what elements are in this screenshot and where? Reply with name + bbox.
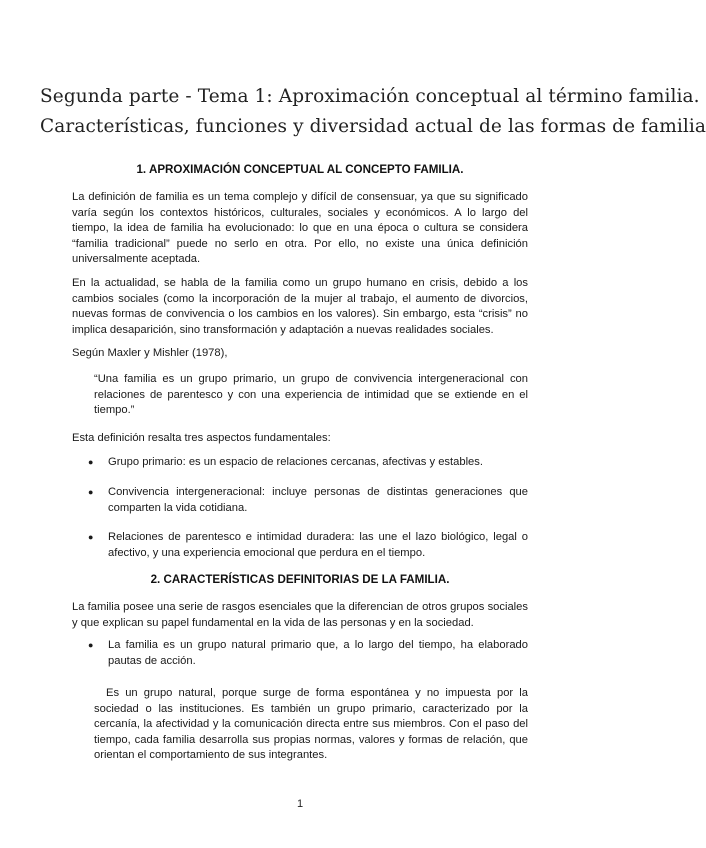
bullet-icon: ● [88, 532, 94, 542]
paragraph-citation-intro: Según Maxler y Mishler (1978), [72, 347, 228, 359]
list-item-text: La familia es un grupo natural primario que, a lo largo del tiempo, ha elaborado pautas de acción. [108, 639, 528, 667]
document-title-line-1: Segunda parte - Tema 1: Aproximación conceptual al término familia. [40, 86, 700, 107]
bullet-icon: ● [88, 487, 94, 497]
section-2-heading: 2. CARACTERÍSTICAS DEFINITORIAS DE LA FAMILIA. [150, 573, 450, 586]
paragraph-crisis: En la actualidad, se habla de la familia como un grupo humano en crisis, debido a los cambios sociales (como la incorporación de la mujer al trabajo, el aumento de divorcios, nuevas formas de convivencia o los cambios en los valores). Sin embargo, esta “crisis” no implica desaparición, sino transformación y adaptación a nuevas realidades sociales. [72, 277, 528, 336]
paragraph-definition: La definición de familia es un tema complejo y difícil de consensuar, ya que su significado varía según los contextos históricos, culturales, sociales y económicos. A lo largo del tiempo, la idea de familia ha evolucionado: lo que en una época o cultura se considera “familia tradicional” puede no serlo en otra. Por ello, no existe una única definición universalmente aceptada. [72, 191, 528, 266]
paragraph-natural-group: Es un grupo natural, porque surge de forma espontánea y no impuesta por la sociedad o las instituciones. Es también un grupo primario, caracterizado por la cercanía, la afectividad y la comunicación directa entre sus miembros. Con el paso del tiempo, cada familia desarrolla sus propias normas, valores y formas de relación, que orientan el comportamiento de sus integrantes. [94, 687, 528, 762]
section-1-heading: 1. APROXIMACIÓN CONCEPTUAL AL CONCEPTO FAMILIA. [136, 163, 464, 176]
block-quote: “Una familia es un grupo primario, un grupo de convivencia intergeneracional con relaciones de parentesco y con una experiencia de intimidad que se extiende en el tiempo.” [94, 373, 528, 417]
list-item-text: Convivencia intergeneracional: incluye personas de distintas generaciones que comparten la vida cotidiana. [108, 486, 528, 514]
paragraph-characteristics-intro: La familia posee una serie de rasgos esenciales que la diferencian de otros grupos sociales y que explican su papel fundamental en la vida de las personas y en la sociedad. [72, 601, 528, 629]
bullet-icon: ● [88, 640, 94, 650]
list-item-text: Relaciones de parentesco e intimidad duradera: las une el lazo biológico, legal o afectivo, y una experiencia emocional que perdura en el tiempo. [108, 531, 528, 559]
paragraph-aspects-intro: Esta definición resalta tres aspectos fundamentales: [72, 432, 331, 444]
bullet-icon: ● [88, 457, 94, 467]
list-item-text: Grupo primario: es un espacio de relaciones cercanas, afectivas y estables. [108, 456, 483, 468]
document-title-line-2: Características, funciones y diversidad actual de las formas de familia [40, 116, 706, 137]
page-number: 1 [296, 798, 304, 810]
